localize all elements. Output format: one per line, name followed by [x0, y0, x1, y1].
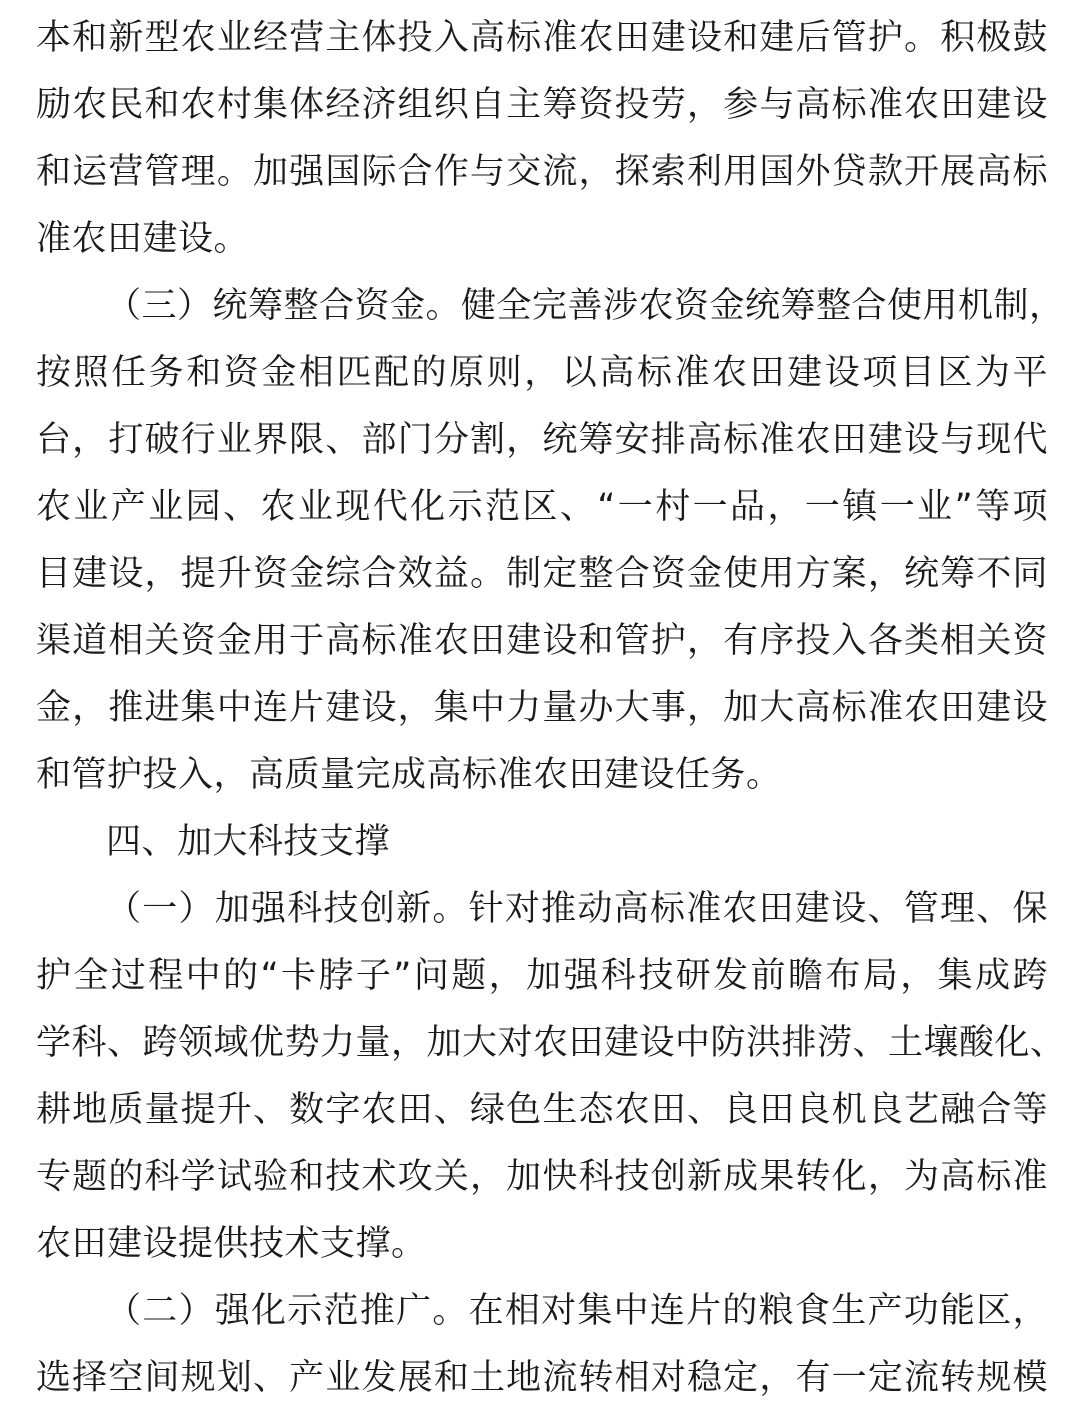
text-line: 台，打破行业界限、部门分割，统筹安排高标准农田建设与现代	[36, 420, 1048, 460]
paragraph-heading-line: （一）加强科技创新。针对推动高标准农田建设、管理、保	[106, 889, 1048, 929]
text-line: 渠道相关资金用于高标准农田建设和管护，有序投入各类相关资	[36, 621, 1048, 661]
text-line: 农业产业园、农业现代化示范区、“一村一品，一镇一业”等项	[36, 487, 1048, 527]
section-heading: 四、加大科技支撑	[106, 822, 391, 862]
text-line: 和运营管理。加强国际合作与交流，探索利用国外贷款开展高标	[36, 152, 1048, 192]
paragraph-heading-line: （三）统筹整合资金。健全完善涉农资金统筹整合使用机制，	[106, 286, 1065, 326]
text-line: 和管护投入，高质量完成高标准农田建设任务。	[36, 755, 782, 795]
text-line: 选择空间规划、产业发展和土地流转相对稳定，有一定流转规模	[36, 1358, 1048, 1398]
text-line: 护全过程中的“卡脖子”问题，加强科技研发前瞻布局，集成跨	[36, 956, 1048, 996]
text-line: 金，推进集中连片建设，集中力量办大事，加大高标准农田建设	[36, 688, 1048, 728]
text-line: 耕地质量提升、数字农田、绿色生态农田、良田良机良艺融合等	[36, 1090, 1048, 1130]
text-line: 按照任务和资金相匹配的原则，以高标准农田建设项目区为平	[36, 353, 1048, 393]
text-line: 准农田建设。	[36, 219, 250, 259]
text-line: 本和新型农业经营主体投入高标准农田建设和建后管护。积极鼓	[36, 18, 1048, 58]
text-line: 学科、跨领域优势力量，加大对农田建设中防洪排涝、土壤酸化、	[36, 1023, 1066, 1063]
text-line: 目建设，提升资金综合效益。制定整合资金使用方案，统筹不同	[36, 554, 1048, 594]
text-line: 农田建设提供技术支撑。	[36, 1224, 427, 1264]
paragraph-heading-line: （二）强化示范推广。在相对集中连片的粮食生产功能区，	[106, 1291, 1048, 1331]
text-line: 励农民和农村集体经济组织自主筹资投劳，参与高标准农田建设	[36, 85, 1048, 125]
text-line: 专题的科学试验和技术攻关，加快科技创新成果转化，为高标准	[36, 1157, 1048, 1197]
